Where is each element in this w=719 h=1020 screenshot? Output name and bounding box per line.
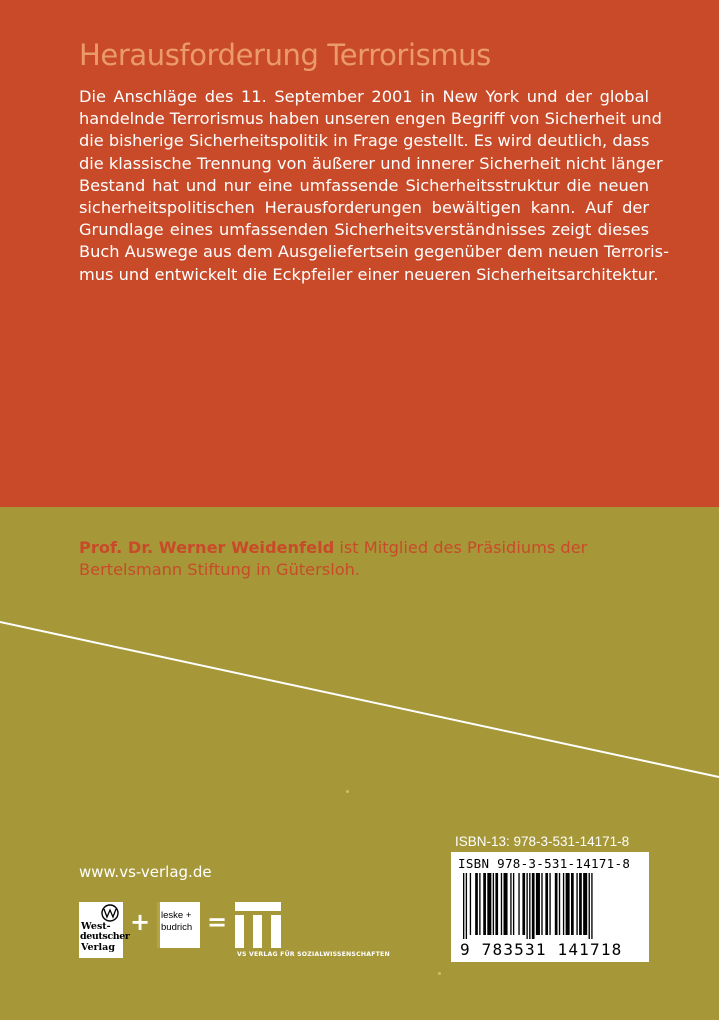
barcode-isbn-text: ISBN 978-3-531-14171-8	[458, 856, 631, 871]
westdeutscher-verlag-logo	[79, 902, 130, 958]
barcode-bar	[545, 873, 548, 935]
wv-monogram-icon	[100, 904, 120, 922]
barcode-bar	[536, 873, 540, 935]
barcode-bar	[501, 873, 502, 935]
blurb-line: Buch Auswege aus dem Ausgeliefertsein gegenüber dem neuen Terroris-	[79, 242, 669, 262]
barcode-bar	[487, 873, 491, 935]
blurb-line: handelnde Terrorismus haben unseren engen Begriff von Sicherheit und	[79, 109, 662, 129]
barcode-digits: 9 783531 141718	[460, 940, 623, 959]
barcode-bar	[504, 873, 508, 935]
isbn-label: ISBN-13: 978-3-531-14171-8	[455, 834, 630, 849]
leske-budrich-logo	[157, 902, 200, 948]
logo-line: budrich	[161, 922, 193, 933]
barcode-bar	[495, 873, 498, 935]
barcode-bar	[583, 873, 587, 935]
barcode-bars-icon	[461, 873, 641, 939]
author-bio-rest: ist Mitglied des Präsidiums der	[334, 538, 588, 557]
author-bio	[79, 537, 639, 581]
blurb-line: Die Anschläge des 11. September 2001 in New York und der global	[79, 87, 649, 106]
barcode-bar	[522, 873, 525, 935]
logo-line: leske +	[161, 910, 192, 921]
logo-edge	[157, 902, 160, 948]
barcode-bar	[589, 873, 590, 939]
barcode-bar	[576, 873, 577, 935]
barcode-bar	[541, 873, 542, 935]
blurb-line: Bestand hat und nur eine umfassende Sicherheitsstruktur die neuen	[79, 175, 649, 195]
barcode-bar	[529, 873, 530, 939]
cover-top-panel	[0, 0, 719, 507]
barcode-bar	[571, 873, 574, 935]
barcode-bar	[513, 873, 514, 935]
blurb-line: Grundlage eines umfassenden Sicherheitsverständnisses zeigt dieses	[79, 220, 649, 240]
barcode-bar	[493, 873, 494, 935]
publisher-website[interactable]: www.vs-verlag.de	[79, 863, 212, 881]
book-title: Herausforderung Terrorismus	[79, 38, 491, 72]
barcode-bar	[566, 873, 570, 935]
barcode-bar	[563, 873, 564, 935]
logo-line: West-	[81, 921, 111, 932]
barcode-bar	[532, 873, 535, 939]
equals-sign: =	[207, 908, 228, 936]
plus-sign: +	[130, 908, 151, 936]
barcode-bar	[579, 873, 582, 935]
logo-line: deutscher	[80, 931, 130, 942]
barcode-bar	[555, 873, 558, 935]
barcode-bar	[483, 873, 486, 935]
blurb-line: die klassische Trennung von äußerer und innerer Sicherheit nicht länger	[79, 153, 663, 173]
barcode-bar	[591, 873, 592, 939]
barcode-bar	[559, 873, 560, 935]
blurb-line: sicherheitspolitischen Herausforderungen bewältigen kann. Auf der	[79, 198, 649, 218]
barcode-bar	[518, 873, 519, 935]
vs-verlag-caption: VS VERLAG FÜR SOZIALWISSENSCHAFTEN	[237, 951, 390, 958]
barcode-bar	[526, 873, 527, 939]
diagonal-line	[0, 612, 719, 782]
blurb-line: mus und entwickelt die Eckpfeiler einer neueren Sicherheitsarchitektur.	[79, 264, 659, 284]
barcode-bar	[510, 873, 511, 935]
author-name: Prof. Dr. Werner Weidenfeld	[79, 538, 335, 557]
barcode-bar	[475, 873, 478, 935]
speck	[346, 790, 349, 793]
vs-verlag-logo-icon	[235, 902, 281, 948]
blurb-text	[79, 86, 669, 286]
barcode-bar	[549, 873, 550, 935]
barcode-bar	[466, 873, 467, 939]
logo-line: Verlag	[81, 942, 115, 953]
author-bio-line	[79, 537, 639, 559]
author-bio-line: Bertelsmann Stiftung in Gütersloh.	[79, 560, 361, 580]
blurb-line: die bisherige Sicherheitspolitik in Frage gestellt. Es wird deutlich, dass	[79, 131, 650, 151]
barcode	[451, 852, 649, 962]
barcode-bar	[479, 873, 480, 935]
speck	[438, 972, 441, 975]
barcode-bar	[463, 873, 464, 939]
barcode-bar	[470, 873, 471, 935]
